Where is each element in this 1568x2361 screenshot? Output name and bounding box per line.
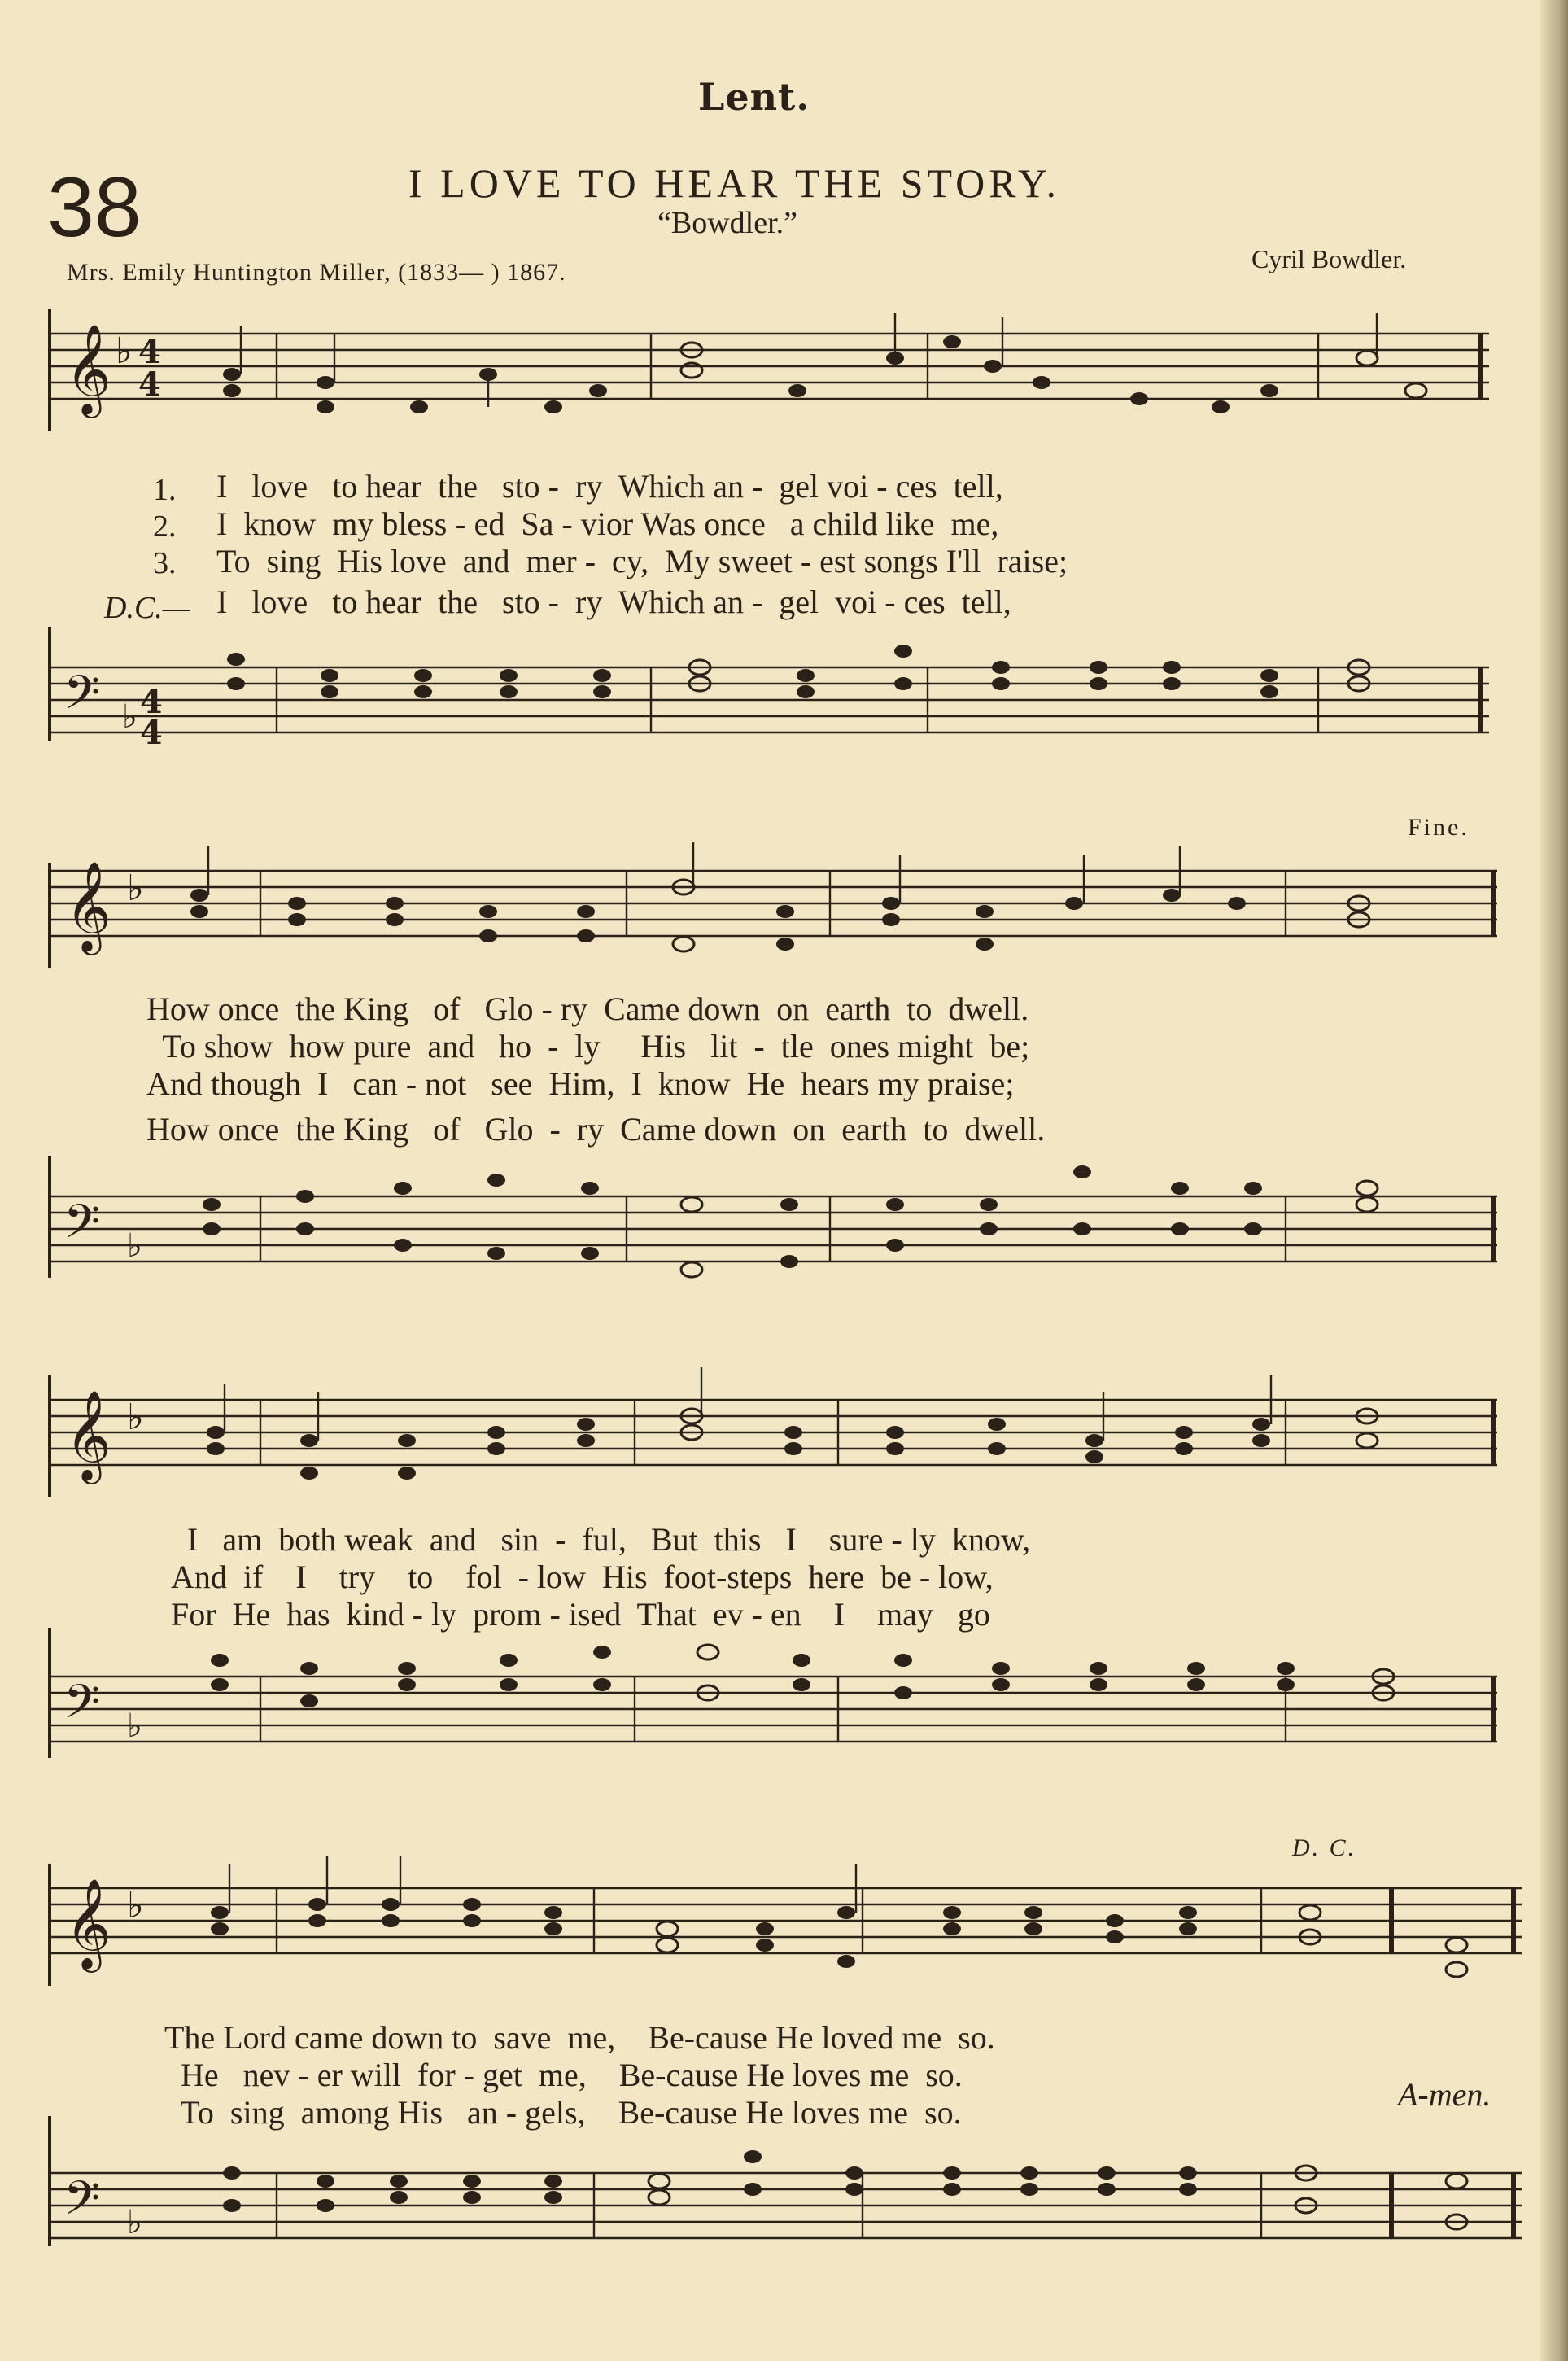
verse-number-2: 2. bbox=[153, 509, 177, 544]
lyric-s2-v4: How once the King of Glo - ry Came down on earth to dwell. bbox=[146, 1111, 1046, 1148]
svg-text:♭: ♭ bbox=[127, 1707, 142, 1745]
svg-text:♭: ♭ bbox=[127, 1885, 144, 1926]
lyric-s3-v3: For He has kind - ly prom - ised That ev - en I may go bbox=[171, 1596, 990, 1633]
svg-text:♭: ♭ bbox=[127, 1397, 144, 1438]
verse-number-3: 3. bbox=[153, 546, 177, 580]
svg-text:♭: ♭ bbox=[127, 1227, 142, 1265]
svg-text:4: 4 bbox=[140, 683, 163, 721]
bass-staff-3 bbox=[49, 1652, 1497, 1774]
bass-staff-4 bbox=[49, 2149, 1530, 2271]
lyric-s4-v1: The Lord came down to save me, Be-cause He loved me so. bbox=[164, 2019, 995, 2056]
svg-text:𝄢: 𝄢 bbox=[63, 2171, 101, 2237]
lyric-s3-v1: I am both weak and sin - ful, But this I sure - ly know, bbox=[171, 1521, 1031, 1558]
lyric-s2-v2: To show how pure and ho - ly His lit - tle ones might be; bbox=[146, 1028, 1030, 1065]
svg-text:𝄞: 𝄞 bbox=[65, 1389, 111, 1480]
lyric-s2-v3: And though I can - not see Him, I know He hears my praise; bbox=[146, 1065, 1015, 1102]
lyric-s1-v4: I love to hear the sto - ry Which an - gel voi - ces tell, bbox=[216, 584, 1011, 620]
verse-number-1: 1. bbox=[153, 473, 177, 507]
amen-label: A-men. bbox=[1398, 2076, 1492, 2113]
lyric-s1-v2: I know my bless - ed Sa - vior Was once a child like me, bbox=[216, 505, 999, 542]
lyric-s3-v2: And if I try to fol - low His foot-steps here be - low, bbox=[171, 1559, 994, 1595]
svg-text:♭: ♭ bbox=[116, 330, 133, 372]
tune-name: “Bowdler.” bbox=[657, 206, 798, 240]
dc-marker: D. C. bbox=[1292, 1834, 1357, 1861]
lyric-s4-v3: To sing among His an - gels, Be-cause He loves me so. bbox=[164, 2094, 962, 2131]
verse-number-dc: D.C.— bbox=[104, 591, 190, 625]
svg-text:𝄞: 𝄞 bbox=[65, 323, 111, 414]
lyric-s1-v1: I love to hear the sto - ry Which an - gel voi - ces tell, bbox=[216, 468, 1003, 505]
svg-text:𝄢: 𝄢 bbox=[63, 1674, 101, 1741]
treble-staff-3 bbox=[49, 1375, 1497, 1497]
svg-text:♭: ♭ bbox=[122, 698, 138, 736]
section-header: Lent. bbox=[698, 75, 810, 119]
lyric-s4-v2: He nev - er will for - get me, Be-cause He loves me so. bbox=[164, 2057, 963, 2093]
svg-text:4: 4 bbox=[138, 365, 161, 404]
treble-staff-2 bbox=[49, 846, 1497, 968]
svg-text:𝄢: 𝄢 bbox=[63, 665, 101, 732]
composer-credit: Cyril Bowdler. bbox=[1251, 244, 1407, 273]
hymn-title: I LOVE TO HEAR THE STORY. bbox=[408, 160, 1061, 206]
svg-text:𝄞: 𝄞 bbox=[65, 1878, 111, 1969]
fine-marker: Fine. bbox=[1408, 814, 1470, 841]
hymn-number: 38 bbox=[47, 160, 142, 255]
svg-text:𝄢: 𝄢 bbox=[63, 1194, 101, 1261]
page-gutter-shadow bbox=[1540, 0, 1568, 2361]
lyric-s2-v1: How once the King of Glo - ry Came down on earth to dwell. bbox=[146, 990, 1029, 1027]
svg-text:4: 4 bbox=[140, 714, 163, 752]
treble-staff-4 bbox=[49, 1864, 1530, 1986]
bass-staff-2 bbox=[49, 1172, 1497, 1294]
svg-text:♭: ♭ bbox=[127, 868, 144, 909]
treble-staff-1 bbox=[49, 309, 1497, 431]
svg-text:4: 4 bbox=[138, 333, 161, 371]
bass-staff-1 bbox=[49, 643, 1497, 765]
author-credit: Mrs. Emily Huntington Miller, (1833— ) 1867. bbox=[67, 259, 566, 286]
svg-text:𝄞: 𝄞 bbox=[65, 860, 111, 951]
lyric-s1-v3: To sing His love and mer - cy, My sweet - est songs I'll raise; bbox=[216, 543, 1068, 579]
svg-text:♭: ♭ bbox=[127, 2204, 142, 2241]
